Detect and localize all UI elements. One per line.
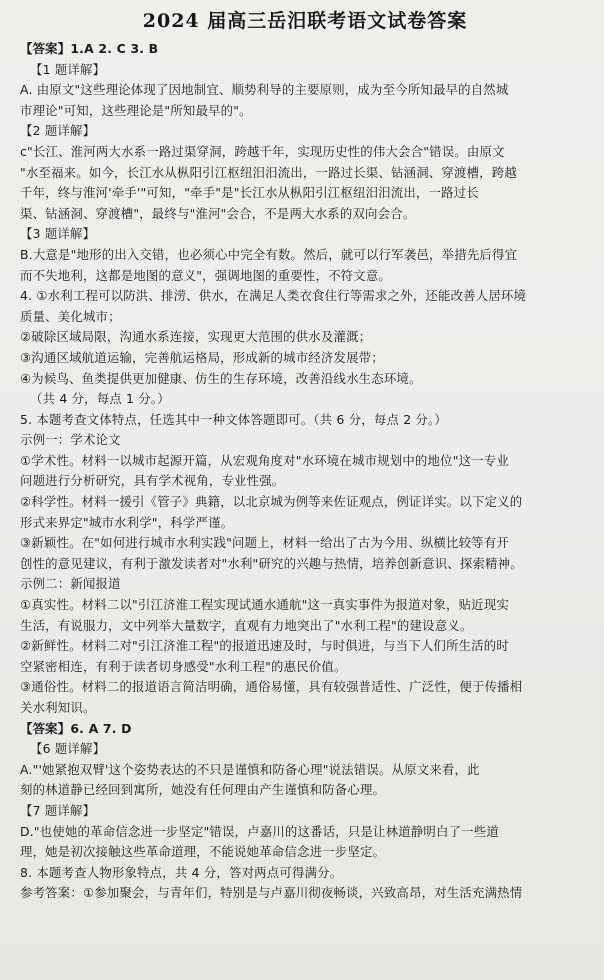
text-line: 而不失地利，这都是地图的意义"，强调地图的重要性，不符文意。 [20,267,392,283]
text-line: ③通俗性。材料二的报道语言简洁明确，通俗易懂，具有较强普适性、广泛性，便于传播相 [20,679,523,695]
text-line: 示例一：学术论文 [20,432,121,448]
text-line: ②新鲜性。材料二对"引江济淮工程"的报道迅速及时，与时俱进，与当下人们所生活的时 [20,638,509,654]
text-line: ①真实性。材料二以"引江济淮工程实现试通水通航"这一真实事件为报道对象，贴近现实 [20,597,509,613]
text-line: 创性的意见建议，有利于激发读者对"水利"研究的兴趣与热情，培养创新意识、探索精神。 [20,555,523,571]
text-line: 【3 题详解】 [20,226,96,242]
text-line: c"长江、淮河两大水系一路过渠穿洞，跨越千年，实现历史性的伟大会合"错误。由原文 [20,143,505,159]
text-line: 4. ①水利工程可以防洪、排涝、供水，在满足人类衣食住行等需求之外，还能改善人居环境 [20,288,527,304]
text-line: 空紧密相连，有利于读者切身感受"水利工程"的惠民价值。 [20,658,347,674]
text-line: （共 4 分，每点 1 分。） [30,391,170,407]
answer-body [20,39,590,904]
text-line: ③沟通区域航道运输，完善航运格局，形成新的城市经济发展带； [20,349,384,365]
text-line: "水至福来。如今，长江水从枞阳引江枢纽汨汨流出，一路过长渠、钻涵洞、穿渡槽，跨越 [20,164,517,180]
text-line: 问题进行分析研究，具有学术视角，专业性强。 [20,473,285,489]
text-line: 形式来界定"城市水利学"，科学严谨。 [20,514,234,530]
text-line: 【1 题详解】 [30,61,106,77]
text-line: 关水利知识。 [20,700,96,715]
text-line: 【6 题详解】 [30,741,106,757]
text-line: 生活，有说服力，文中列举大量数字，直观有力地突出了"水利工程"的建设意义。 [20,617,473,633]
text-line: ③新颖性。在"如何进行城市水利实践"问题上，材料一给出了古为今用、纵横比较等有开 [20,535,509,551]
text-line: 参考答案：①参加聚会，与青年们，特别是与卢嘉川彻夜畅谈，兴致高昂，对生活充满热情 [20,885,523,901]
text-line: D."也使她的革命信念进一步坚定"错误，卢嘉川的这番话，只是让林道静明白了一些道 [20,823,499,839]
text-line: A."'她紧抱双臂'这个姿势表达的不只是谨慎和防备心理"说法错误。从原文来看，此 [20,761,480,777]
page-title: 2024 届高三岳汨联考语文试卷答案 [142,10,468,32]
text-line: 【2 题详解】 [20,123,96,139]
text-line: 千年，终与淮河'牵手'"可知，"牵手"是"长江水从枞阳引江枢纽汨汨流出，一路过长 [20,185,479,201]
text-line: ①学术性。材料一以城市起源开篇，从宏观角度对"水环境在城市规划中的地位"这一专业 [20,452,509,468]
text-line: 【7 题详解】 [20,802,96,818]
text-line: 质量、美化城市； [20,308,121,324]
text-line: B.大意是"地形的出入交错，也必须心中完全有数。然后，就可以行军袭邑，举措先后得宜 [20,246,518,262]
text-line: 8. 本题考查人物形象特点，共 4 分，答对两点可得满分。 [20,864,343,880]
text-line: 【答案】6. A 7. D [20,720,132,736]
text-line: 5. 本题考查文体特点，任选其中一种文体答题即可。（共 6 分，每点 2 分。） [20,411,447,427]
text-line: 理，她是初次接触这些革命道理，不能说她革命信念进一步坚定。 [20,844,386,860]
text-line: 【答案】1.A 2. C 3. B [20,41,159,56]
text-line: ②科学性。材料一援引《管子》典籍，以北京城为例等来佐证观点，例证详实。以下定义的 [20,494,523,510]
text-line: 刻的林道静已经回到寓所，她没有任何理由产生谨慎和防备心理。 [20,782,386,798]
text-line: 渠、钻涵洞、穿渡槽"，最终与"淮河"会合，不是两大水系的双向会合。 [20,205,416,221]
text-line: ②破除区域局限，沟通水系连接，实现更大范围的供水及灌溉； [20,329,372,345]
text-line: ④为候鸟、鱼类提供更加健康、仿生的生存环境，改善沿线水生态环境。 [20,370,422,386]
text-line: 市理论"可知，这些理论是"所知最早的"。 [20,102,252,118]
text-line: 示例二：新闻报道 [20,576,121,592]
text-line: A. 由原文"这些理论体现了因地制宜、顺势利导的主要原则，成为至今所知最早的自然城 [20,82,509,98]
